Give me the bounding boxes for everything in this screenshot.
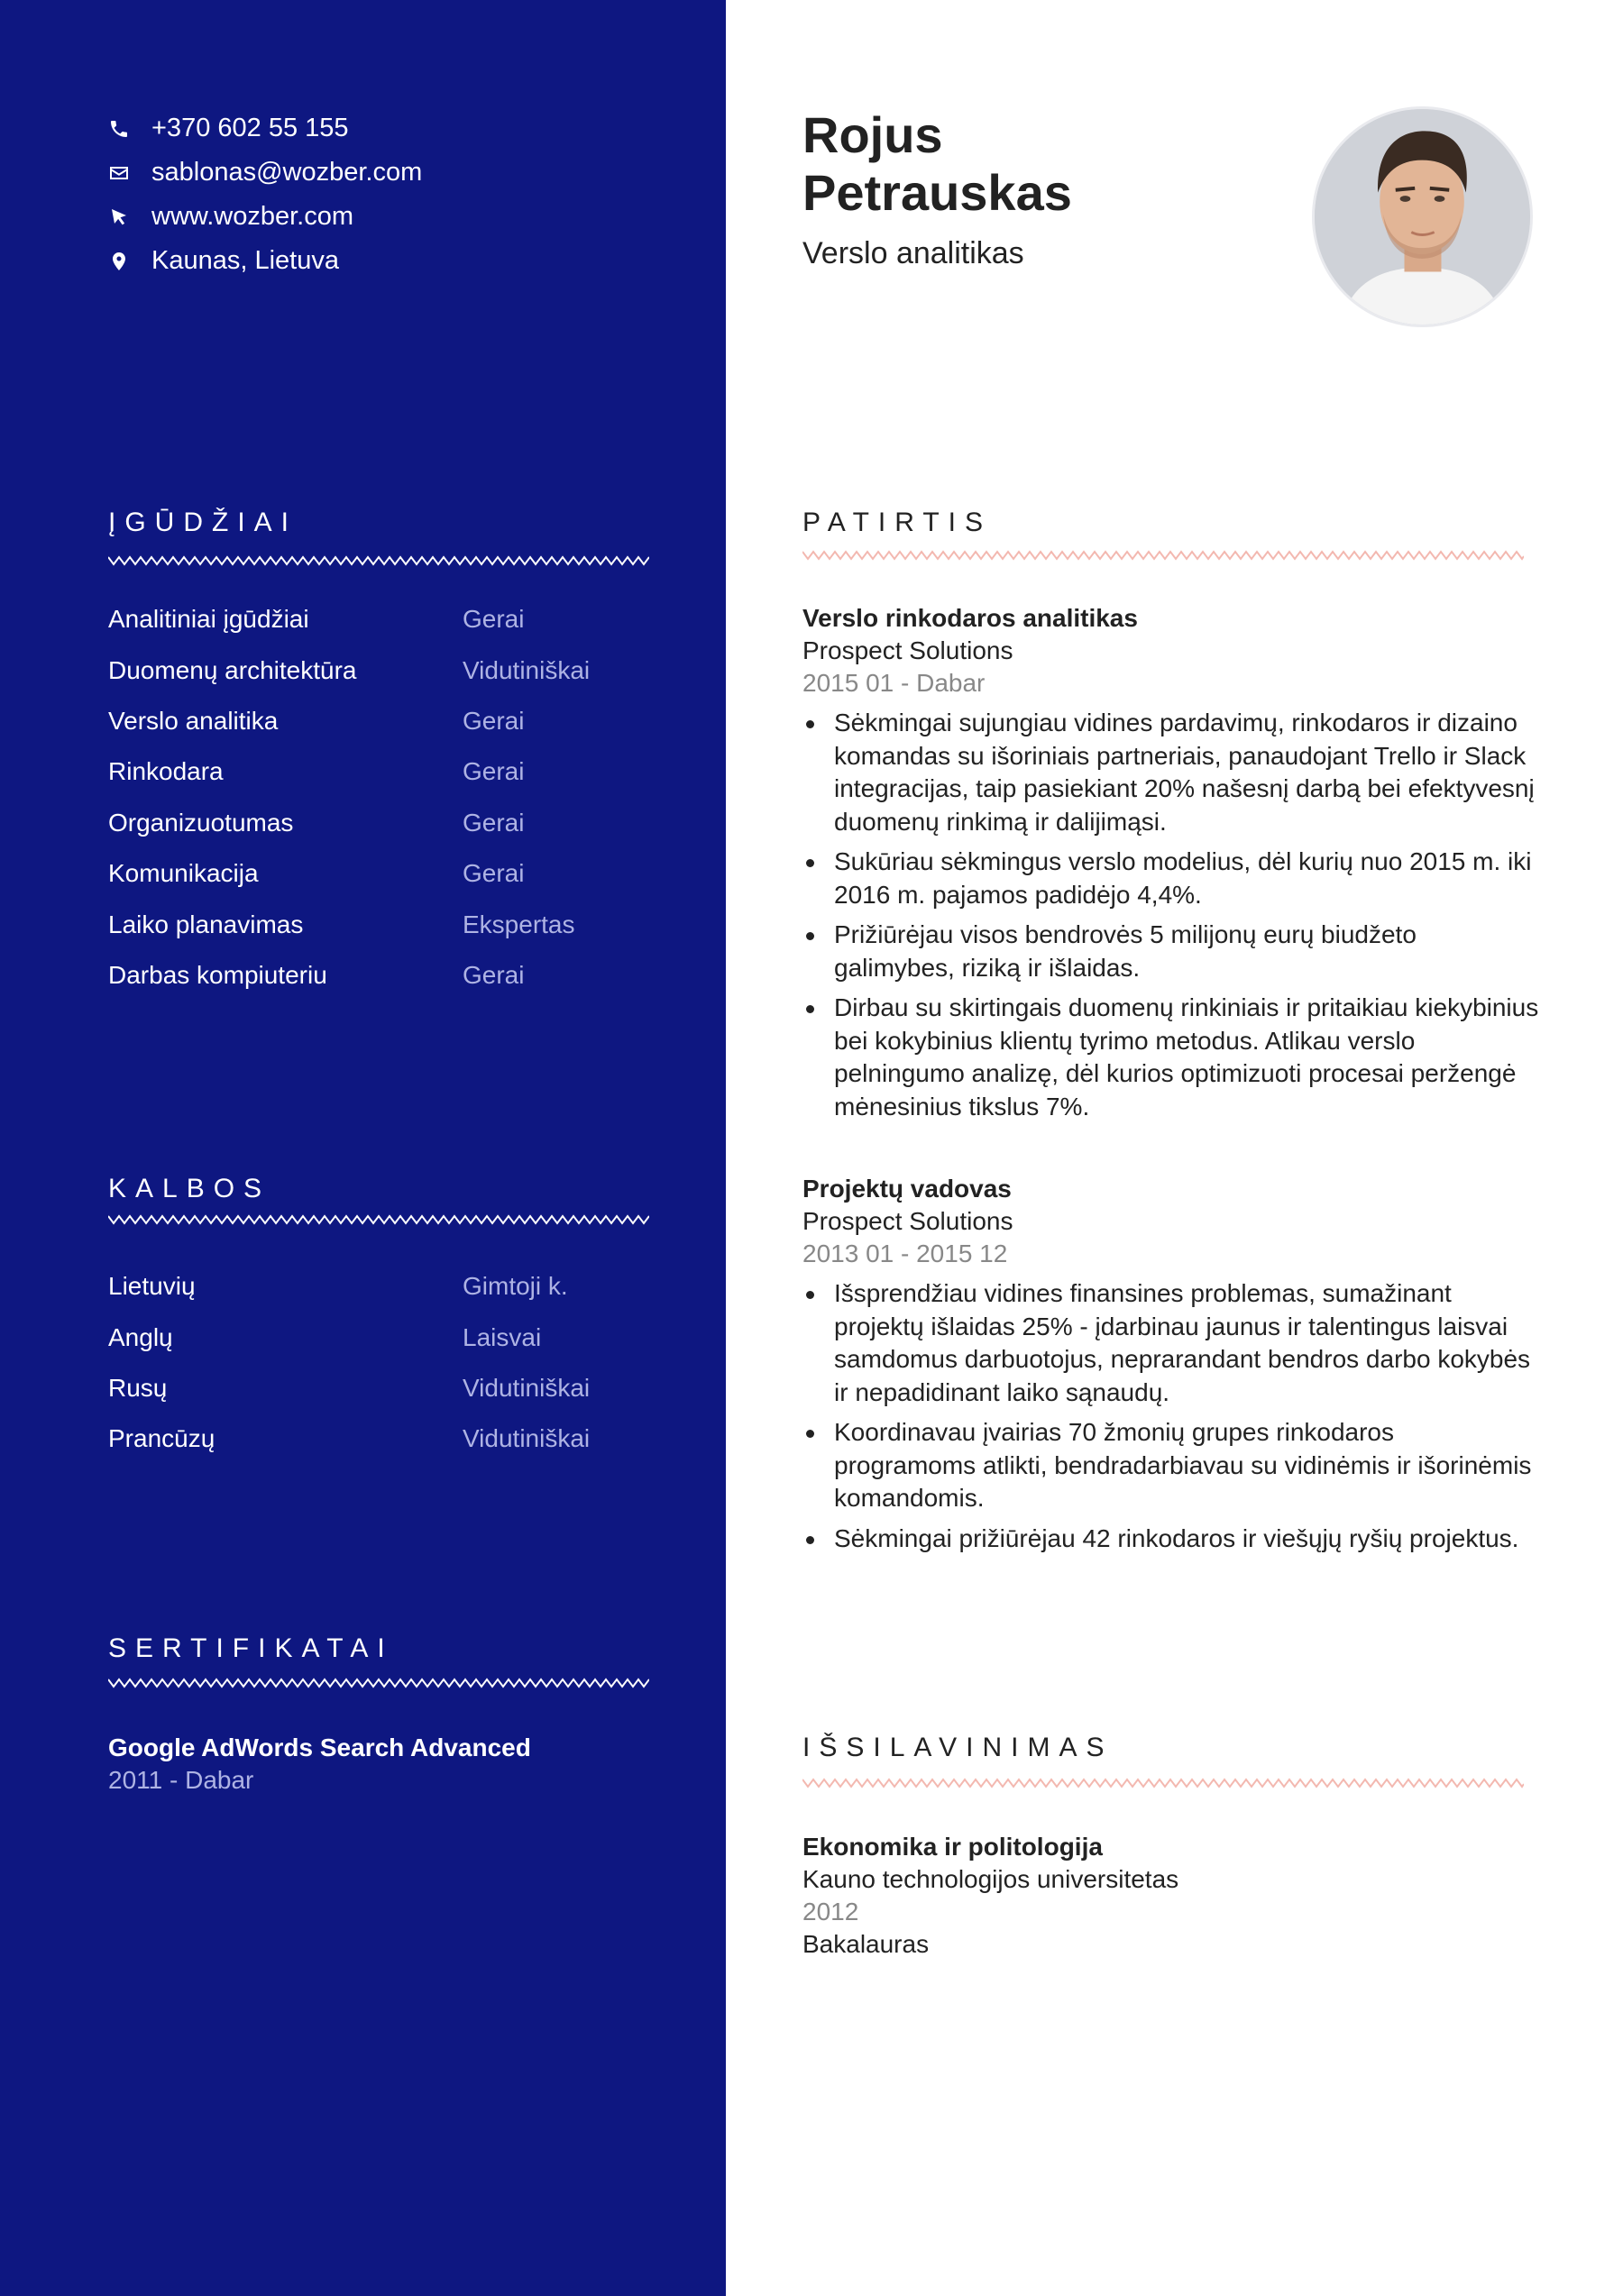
skill-row bbox=[108, 798, 649, 848]
job-bullet: Išsprendžiau vidines finansines problemas, sumažinant projektų išlaidas 25% - įdarbinau jaunus ir talentingus laisvai samdomus darbuotojus, neprarandant bendros darbo kokybės ir nepadidinant laiko sąnaudų. bbox=[802, 1277, 1542, 1409]
skill-row bbox=[108, 746, 649, 797]
language-row bbox=[108, 1363, 649, 1413]
job-title: Verslo rinkodaros analitikas bbox=[802, 604, 1138, 632]
main-content bbox=[726, 0, 1623, 2296]
skill-row bbox=[108, 899, 649, 949]
language-level: Gimtoji k. bbox=[463, 1272, 568, 1301]
experience-divider bbox=[802, 548, 1524, 563]
avatar-portrait bbox=[1315, 109, 1530, 325]
skill-name: Analitiniai įgūdžiai bbox=[108, 605, 309, 634]
languages-list bbox=[108, 1261, 649, 1465]
job-date: 2015 01 - Dabar bbox=[802, 669, 986, 697]
skill-row bbox=[108, 696, 649, 746]
experience-item bbox=[802, 1173, 1542, 1562]
skill-row bbox=[108, 645, 649, 695]
language-name: Prancūzų bbox=[108, 1424, 215, 1453]
skills-list bbox=[108, 594, 649, 1001]
job-bullet: Dirbau su skirtingais duomenų rinkiniais ir pritaikiau kiekybinius bei kokybinius klientų tyrimo metodus. Atlikau verslo pelningumo analizę, dėl kurios optimizuoti procesai peržengė mėnesinius tikslus 7%. bbox=[802, 992, 1542, 1123]
skill-name: Laiko planavimas bbox=[108, 910, 304, 938]
contact-list bbox=[106, 106, 422, 283]
skill-name: Komunikacija bbox=[108, 859, 259, 888]
education-heading: IŠSILAVINIMAS bbox=[802, 1733, 1114, 1762]
job-company: Prospect Solutions bbox=[802, 1207, 1013, 1235]
language-name: Lietuvių bbox=[108, 1272, 196, 1301]
certificate-title: Google AdWords Search Advanced bbox=[108, 1733, 531, 1761]
experience-item bbox=[802, 602, 1542, 1130]
skill-level: Gerai bbox=[463, 757, 525, 786]
job-role: Verslo analitikas bbox=[802, 236, 1024, 270]
skill-row bbox=[108, 594, 649, 645]
job-bullet: Sukūriau sėkmingus verslo modelius, dėl kurių nuo 2015 m. iki 2016 m. pajamos padidėjo 4,4%. bbox=[802, 846, 1542, 911]
contact-website-text: www.wozber.com bbox=[151, 202, 354, 231]
mail-icon bbox=[106, 160, 132, 186]
contact-phone-text: +370 602 55 155 bbox=[151, 114, 349, 142]
language-level: Vidutiniškai bbox=[463, 1424, 591, 1453]
cursor-icon bbox=[106, 205, 132, 230]
job-company: Prospect Solutions bbox=[802, 636, 1013, 664]
skill-name: Verslo analitika bbox=[108, 706, 279, 735]
experience-heading: PATIRTIS bbox=[802, 508, 993, 537]
education-year: 2012 bbox=[802, 1898, 859, 1926]
education-level: Bakalauras bbox=[802, 1930, 930, 1958]
job-date: 2013 01 - 2015 12 bbox=[802, 1239, 1008, 1267]
phone-icon bbox=[106, 116, 132, 142]
language-name: Rusų bbox=[108, 1373, 168, 1402]
languages-divider bbox=[108, 1212, 649, 1227]
language-row bbox=[108, 1261, 649, 1312]
skill-level: Gerai bbox=[463, 808, 525, 837]
person-name bbox=[802, 106, 1072, 222]
contact-location-text: Kaunas, Lietuva bbox=[151, 246, 339, 275]
job-bullet: Sėkmingai sujungiau vidines pardavimų, rinkodaros ir dizaino komandas su išoriniais partneriais, panaudojant Trello ir Slack integracijas, taip pasiekiant 20% našesnį darbą bei efektyvesnį duomenų rinkimą ir dalijimąsi. bbox=[802, 707, 1542, 838]
language-row bbox=[108, 1413, 649, 1464]
skill-name: Darbas kompiuteriu bbox=[108, 960, 327, 989]
education-item bbox=[802, 1831, 1178, 1961]
skill-level: Vidutiniškai bbox=[463, 655, 591, 684]
education-school: Kauno technologijos universitetas bbox=[802, 1865, 1179, 1893]
contact-email-text: sablonas@wozber.com bbox=[151, 158, 423, 187]
language-name: Anglų bbox=[108, 1322, 173, 1351]
certificates-heading: SERTIFIKATAI bbox=[108, 1633, 394, 1663]
skills-heading: ĮGŪDŽIAI bbox=[108, 508, 298, 537]
education-degree: Ekonomika ir politologija bbox=[802, 1833, 1103, 1861]
last-name: Petrauskas bbox=[802, 164, 1072, 221]
skill-name: Rinkodara bbox=[108, 757, 224, 786]
job-title: Projektų vadovas bbox=[802, 1175, 1012, 1203]
language-level: Laisvai bbox=[463, 1322, 542, 1351]
skill-level: Gerai bbox=[463, 960, 525, 989]
sidebar bbox=[0, 0, 726, 2296]
education-divider bbox=[802, 1776, 1524, 1790]
skill-level: Gerai bbox=[463, 605, 525, 634]
first-name: Rojus bbox=[802, 106, 943, 163]
skill-row bbox=[108, 950, 649, 1001]
location-pin-icon bbox=[106, 249, 132, 274]
job-bullets bbox=[802, 707, 1542, 1123]
avatar bbox=[1312, 106, 1533, 327]
languages-heading: KALBOS bbox=[108, 1174, 271, 1203]
contact-location bbox=[106, 239, 422, 283]
language-row bbox=[108, 1312, 649, 1362]
certificate-item bbox=[108, 1732, 531, 1797]
skill-level: Ekspertas bbox=[463, 910, 575, 938]
skill-level: Gerai bbox=[463, 706, 525, 735]
contact-email[interactable] bbox=[106, 151, 422, 195]
certificates-divider bbox=[108, 1676, 649, 1690]
job-bullet: Sėkmingai prižiūrėjau 42 rinkodaros ir viešųjų ryšių projektus. bbox=[802, 1523, 1542, 1556]
skill-row bbox=[108, 848, 649, 899]
skill-level: Gerai bbox=[463, 859, 525, 888]
skills-divider bbox=[108, 553, 649, 568]
skill-name: Duomenų architektūra bbox=[108, 655, 357, 684]
job-bullet: Prižiūrėjau visos bendrovės 5 milijonų eurų biudžeto galimybes, riziką ir išlaidas. bbox=[802, 919, 1542, 984]
job-bullet: Koordinavau įvairias 70 žmonių grupes rinkodaros programoms atlikti, bendradarbiavau su vidinėmis ir išorinėmis komandomis. bbox=[802, 1416, 1542, 1515]
language-level: Vidutiniškai bbox=[463, 1373, 591, 1402]
contact-website[interactable] bbox=[106, 195, 422, 239]
certificate-date: 2011 - Dabar bbox=[108, 1766, 254, 1794]
skill-name: Organizuotumas bbox=[108, 808, 294, 837]
job-bullets bbox=[802, 1277, 1542, 1555]
contact-phone[interactable] bbox=[106, 106, 422, 151]
